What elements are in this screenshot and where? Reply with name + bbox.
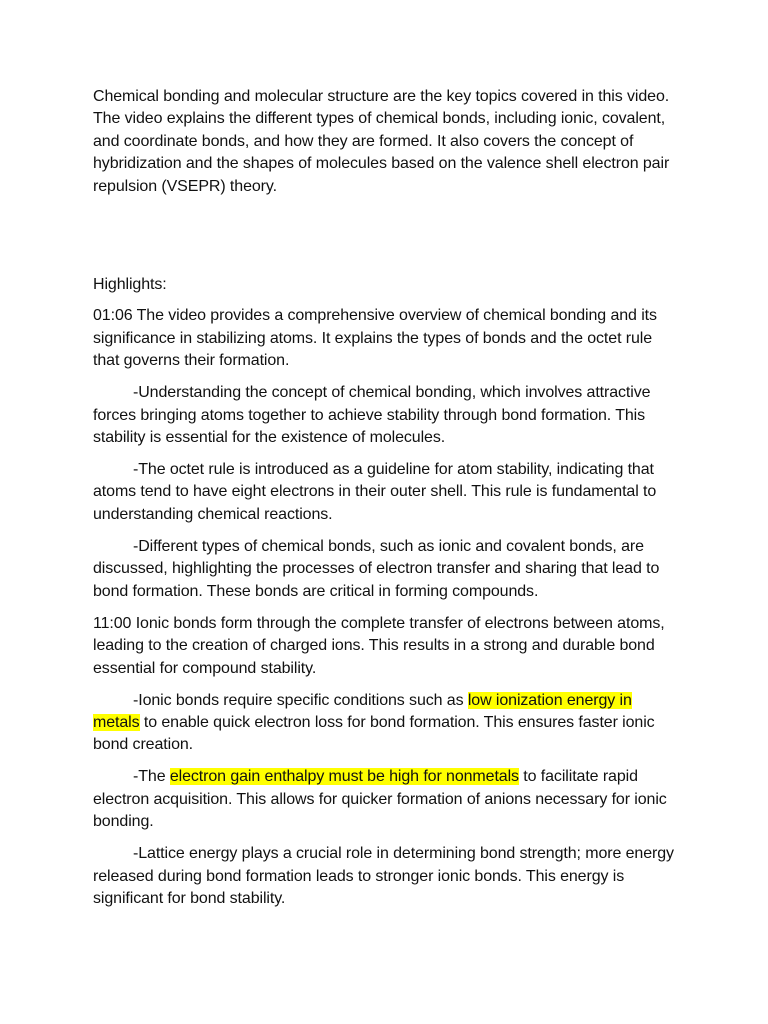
highlights-heading: Highlights:	[93, 276, 167, 294]
bullet-point: -Lattice energy plays a crucial role in determining bond strength; more energy released during bond formation leads to stronger ionic bonds. This energy is significant for bond stability.	[93, 845, 674, 907]
text-before-highlight: -The	[133, 768, 170, 786]
highlighted-text: low ionization energy in metals	[93, 691, 632, 731]
text-after-highlight: to facilitate rapid electron acquisition. This allows for quicker formation of anions necessary for ionic bonding.	[93, 768, 667, 831]
text-after-highlight: to enable quick electron loss for bond formation. This ensures faster ionic bond creation.	[93, 713, 655, 754]
bullet-point: -Understanding the concept of chemical bonding, which involves attractive forces bringing atoms together to achieve stability through bond formation. This stability is essential for the existence of molecules.	[93, 384, 651, 447]
section-summary: 11:00 Ionic bonds form through the complete transfer of electrons between atoms, leading to the creation of charged ions. This results in a strong and durable bond essential for compound stability.	[93, 614, 665, 677]
highlighted-text: electron gain enthalpy must be high for nonmetals	[169, 768, 519, 786]
section-summary: 01:06 The video provides a comprehensive overview of chemical bonding and its significance in stabilizing atoms. It explains the types of bonds and the octet rule that governs their formation.	[93, 307, 657, 370]
bullet-point: -Different types of chemical bonds, such as ionic and covalent bonds, are discussed, highlighting the processes of electron transfer and sharing that lead to bond formation. These bonds are critical in forming compounds.	[93, 537, 660, 600]
text-before-highlight: -Ionic bonds require specific conditions such as	[133, 691, 468, 709]
bullet-point: -The octet rule is introduced as a guideline for atom stability, indicating that atoms tend to have eight electrons in their outer shell. This rule is fundamental to understanding chemical reactions.	[93, 461, 657, 523]
bullet-point-with-highlight	[93, 690, 676, 757]
intro-paragraph: Chemical bonding and molecular structure are the key topics covered in this video. The video explains the different types of chemical bonds, including ionic, covalent, and coordinate bonds, and how they are formed. It also covers the concept of hybridization and the shapes of molecules based on the valence shell electron pair repulsion (VSEPR) theory.	[93, 88, 670, 195]
bullet-point-with-highlight	[93, 766, 676, 833]
